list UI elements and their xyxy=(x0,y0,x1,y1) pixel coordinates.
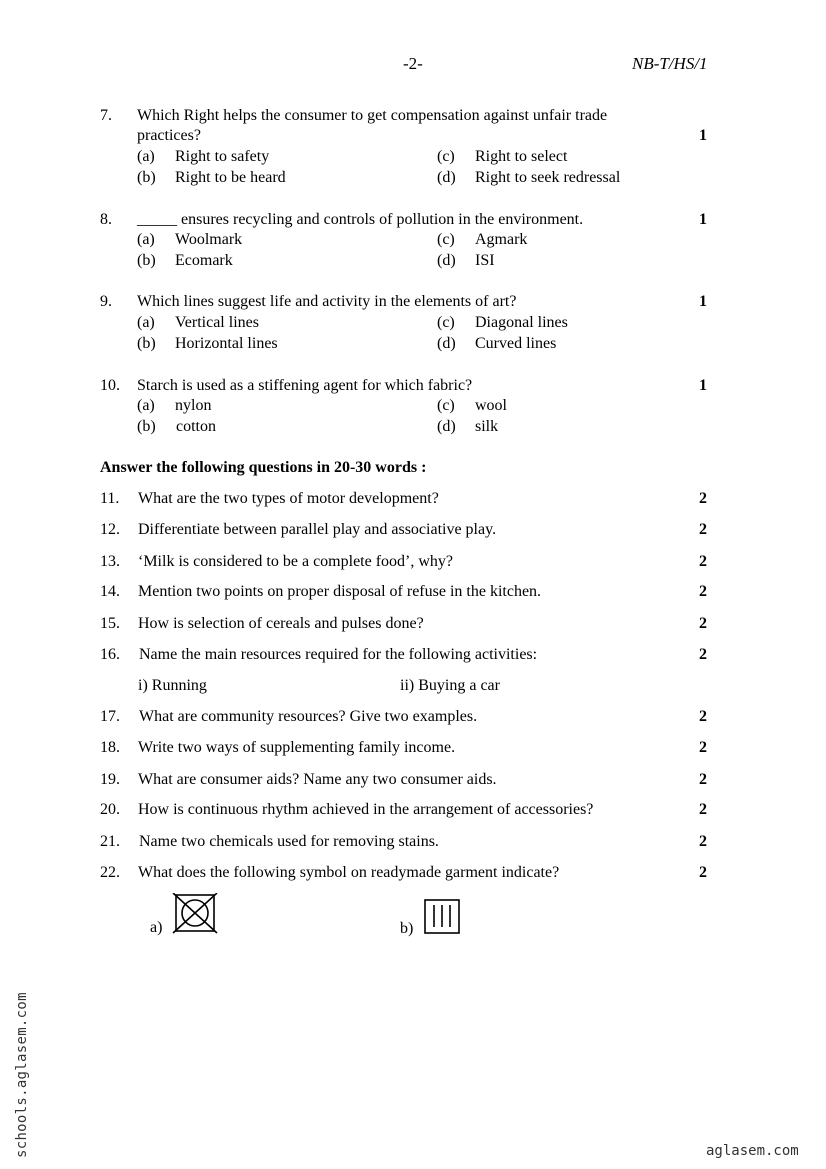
option-text: nylon xyxy=(175,397,212,414)
question-number: 10. xyxy=(100,377,120,394)
option-label: (d) xyxy=(437,252,456,269)
option-label: (b) xyxy=(137,335,156,352)
question-text: Starch is used as a stiffening agent for which fabric? xyxy=(137,377,473,394)
option-text: cotton xyxy=(172,418,216,435)
question-marks: 2 xyxy=(699,646,707,663)
option-label: (d) xyxy=(437,169,456,186)
question-marks: 2 xyxy=(699,708,707,725)
option-label: (c) xyxy=(437,148,455,165)
corner-watermark: aglasem.com xyxy=(706,1143,799,1159)
option-text: silk xyxy=(475,418,499,435)
option-text: wool xyxy=(475,397,507,414)
question-marks: 1 xyxy=(699,293,707,310)
option-label: (b) xyxy=(137,418,156,435)
question-text: What are community resources? Give two examples. xyxy=(139,708,478,725)
question-text: ‘Milk is considered to be a complete food’, why? xyxy=(138,553,454,570)
question-marks: 2 xyxy=(699,739,707,756)
question-text: What are consumer aids? Name any two consumer aids. xyxy=(138,771,497,788)
question-text: Name two chemicals used for removing stains. xyxy=(139,833,439,850)
question-number: 19. xyxy=(100,771,120,788)
option-label: (b) xyxy=(137,169,156,186)
question-text: _____ ensures recycling and controls of pollution in the environment. xyxy=(137,211,584,228)
option-text: Horizontal lines xyxy=(175,335,278,352)
option-text: Vertical lines xyxy=(175,314,259,331)
activity-item: ii) Buying a car xyxy=(400,677,500,694)
option-label: (b) xyxy=(137,252,156,269)
question-marks: 2 xyxy=(699,771,707,788)
question-marks: 2 xyxy=(699,833,707,850)
question-text: Differentiate between parallel play and associative play. xyxy=(138,521,497,538)
side-watermark: schools.aglasem.com xyxy=(14,992,30,1158)
question-marks: 1 xyxy=(699,211,707,228)
question-number: 22. xyxy=(100,864,120,881)
option-label: (a) xyxy=(137,231,155,248)
option-text: ISI xyxy=(475,252,495,269)
question-number: 7. xyxy=(100,107,112,124)
question-marks: 2 xyxy=(699,583,707,600)
page-number: -2- xyxy=(403,54,423,73)
question-marks: 2 xyxy=(699,553,707,570)
question-text: What does the following symbol on readymade garment indicate? xyxy=(138,864,560,881)
section-heading: Answer the following questions in 20-30 words : xyxy=(100,459,427,476)
question-marks: 2 xyxy=(699,490,707,507)
option-text: Right to select xyxy=(475,148,568,165)
question-number: 14. xyxy=(100,583,120,600)
option-label: (d) xyxy=(437,335,456,352)
question-marks: 1 xyxy=(699,377,707,394)
question-text: What are the two types of motor development? xyxy=(138,490,439,507)
question-number: 12. xyxy=(100,521,120,538)
question-number: 16. xyxy=(100,646,120,663)
question-number: 21. xyxy=(100,833,120,850)
question-text: Mention two points on proper disposal of refuse in the kitchen. xyxy=(138,583,542,600)
option-text: Right to seek redressal xyxy=(475,169,621,186)
option-text: Right to safety xyxy=(175,148,270,165)
option-text: Ecomark xyxy=(175,252,233,269)
option-label: (c) xyxy=(437,231,455,248)
question-marks: 1 xyxy=(699,127,707,144)
question-number: 8. xyxy=(100,211,112,228)
question-text: Name the main resources required for the following activities: xyxy=(139,646,538,663)
question-number: 20. xyxy=(100,801,120,818)
paper-code: NB-T/HS/1 xyxy=(632,54,708,73)
question-text: Write two ways of supplementing family income. xyxy=(138,739,456,756)
symbol-label: a) xyxy=(150,919,163,936)
option-label: (c) xyxy=(437,314,455,331)
option-text: Woolmark xyxy=(175,231,243,248)
option-label: (d) xyxy=(437,418,456,435)
question-marks: 2 xyxy=(699,801,707,818)
option-text: Curved lines xyxy=(475,335,557,352)
do-not-tumble-dry-icon xyxy=(172,893,218,935)
question-text-continued: practices? xyxy=(137,127,201,144)
question-marks: 2 xyxy=(699,864,707,881)
option-label: (c) xyxy=(437,397,455,414)
question-number: 15. xyxy=(100,615,120,632)
option-text: Diagonal lines xyxy=(475,314,568,331)
drip-dry-icon xyxy=(423,898,461,936)
question-marks: 2 xyxy=(699,615,707,632)
option-label: (a) xyxy=(137,397,155,414)
question-number: 13. xyxy=(100,553,120,570)
question-number: 11. xyxy=(100,490,120,507)
option-text: Agmark xyxy=(475,231,528,248)
option-label: (a) xyxy=(137,314,155,331)
question-text: Which Right helps the consumer to get compensation against unfair trade xyxy=(137,107,608,124)
question-text: How is continuous rhythm achieved in the arrangement of accessories? xyxy=(138,801,594,818)
question-number: 9. xyxy=(100,293,112,310)
question-text: How is selection of cereals and pulses done? xyxy=(138,615,424,632)
option-label: (a) xyxy=(137,148,155,165)
question-marks: 2 xyxy=(699,521,707,538)
question-text: Which lines suggest life and activity in the elements of art? xyxy=(137,293,517,310)
activity-item: i) Running xyxy=(138,677,207,694)
option-text: Right to be heard xyxy=(175,169,286,186)
question-number: 17. xyxy=(100,708,120,725)
symbol-label: b) xyxy=(400,920,414,937)
question-number: 18. xyxy=(100,739,120,756)
